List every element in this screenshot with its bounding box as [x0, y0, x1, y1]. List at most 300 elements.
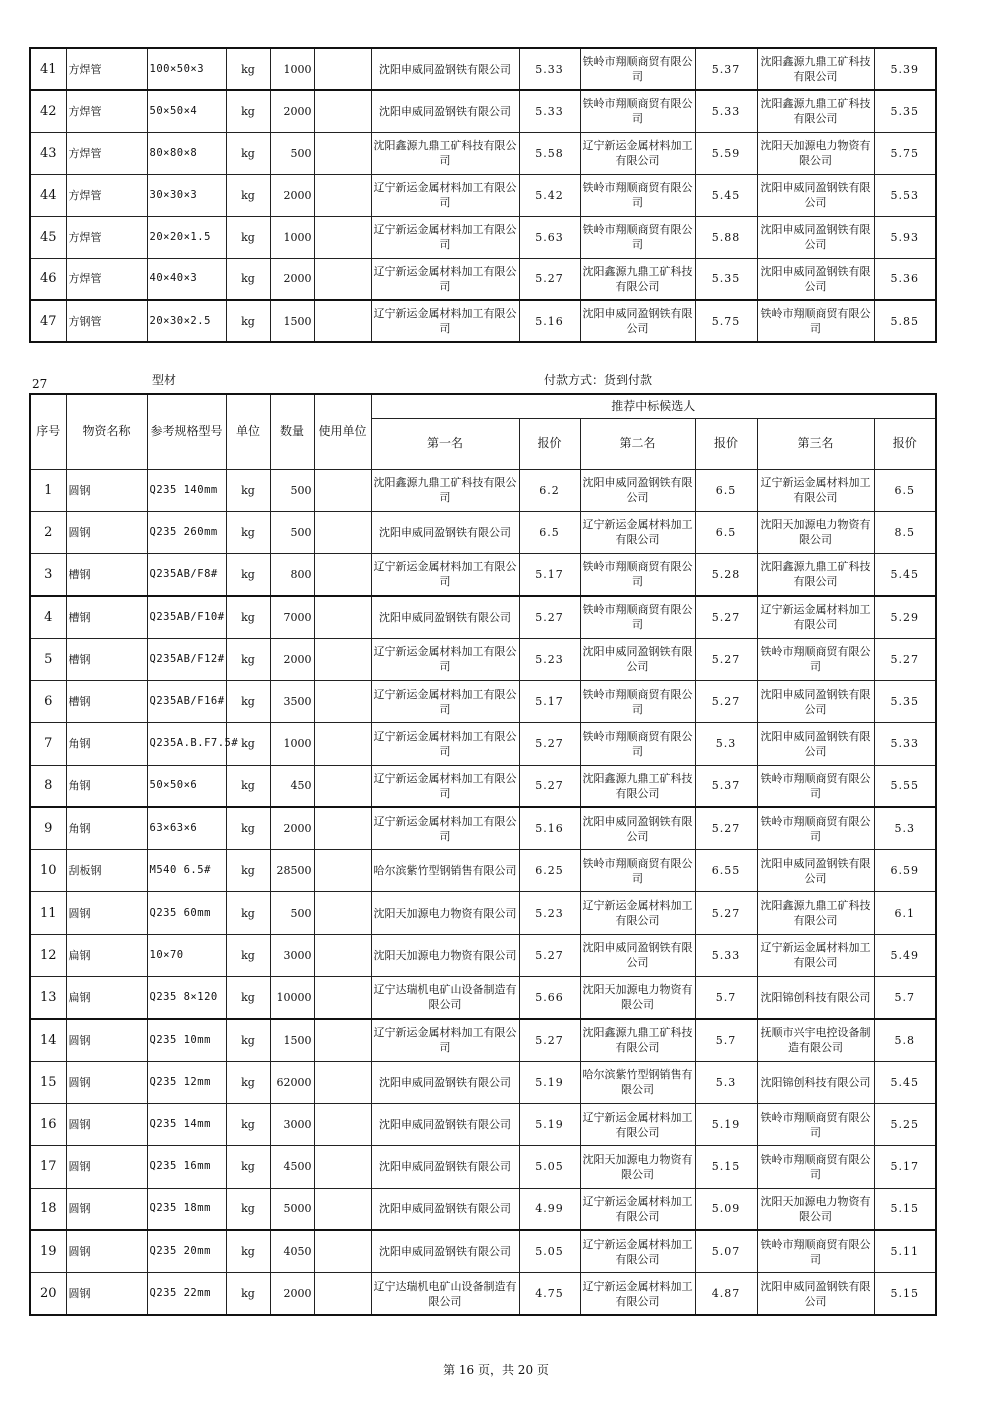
table-row — [30, 1188, 936, 1230]
first-price: 5.42 — [519, 174, 580, 216]
second-candidate: 辽宁新运金属材料加工有限公司 — [580, 1230, 695, 1272]
second-candidate: 沈阳申威同盈钢铁有限公司 — [580, 469, 695, 511]
row-name: 圆钢 — [66, 1273, 147, 1315]
row-seq: 4 — [30, 596, 66, 638]
row-unit: kg — [226, 765, 270, 807]
row-name: 扁钢 — [66, 934, 147, 976]
second-candidate: 铁岭市翔顺商贸有限公司 — [580, 554, 695, 596]
third-candidate: 铁岭市翔顺商贸有限公司 — [757, 638, 874, 680]
third-price: 5.45 — [874, 554, 936, 596]
row-use — [314, 723, 371, 765]
row-spec: Q235 8×120 — [147, 977, 226, 1019]
row-use — [314, 554, 371, 596]
second-candidate: 铁岭市翔顺商贸有限公司 — [580, 216, 695, 258]
second-price: 5.88 — [695, 216, 757, 258]
table-row — [30, 1146, 936, 1188]
row-qty: 3500 — [270, 680, 314, 722]
row-name: 槽钢 — [66, 596, 147, 638]
row-qty: 10000 — [270, 977, 314, 1019]
third-price: 5.49 — [874, 934, 936, 976]
first-price: 5.17 — [519, 554, 580, 596]
table-row — [30, 511, 936, 553]
third-candidate: 铁岭市翔顺商贸有限公司 — [757, 300, 874, 342]
third-candidate: 沈阳申威同盈钢铁有限公司 — [757, 723, 874, 765]
third-candidate: 辽宁新运金属材料加工有限公司 — [757, 934, 874, 976]
second-price: 6.55 — [695, 850, 757, 892]
row-name: 槽钢 — [66, 554, 147, 596]
row-unit: kg — [226, 300, 270, 342]
first-candidate: 沈阳申威同盈钢铁有限公司 — [371, 1103, 519, 1145]
first-candidate: 辽宁新运金属材料加工有限公司 — [371, 1019, 519, 1061]
first-price: 5.27 — [519, 934, 580, 976]
second-price: 5.33 — [695, 90, 757, 132]
second-candidate: 沈阳鑫源九鼎工矿科技有限公司 — [580, 258, 695, 300]
third-candidate: 铁岭市翔顺商贸有限公司 — [757, 807, 874, 849]
header-third: 第三名 — [757, 418, 874, 469]
row-unit: kg — [226, 1273, 270, 1315]
row-qty: 2000 — [270, 807, 314, 849]
row-qty: 1500 — [270, 1019, 314, 1061]
first-candidate: 沈阳申威同盈钢铁有限公司 — [371, 1146, 519, 1188]
row-qty: 500 — [270, 469, 314, 511]
row-qty: 5000 — [270, 1188, 314, 1230]
second-candidate: 沈阳申威同盈钢铁有限公司 — [580, 934, 695, 976]
third-candidate: 沈阳天加源电力物资有限公司 — [757, 511, 874, 553]
second-price: 5.27 — [695, 638, 757, 680]
row-spec: Q235AB/F12# — [147, 638, 226, 680]
header-recommend: 推荐中标候选人 — [371, 394, 936, 418]
row-use — [314, 174, 371, 216]
row-unit: kg — [226, 1230, 270, 1272]
row-qty: 3000 — [270, 1103, 314, 1145]
table-row — [30, 1230, 936, 1272]
section-number: 27 — [32, 377, 48, 391]
third-candidate: 铁岭市翔顺商贸有限公司 — [757, 1103, 874, 1145]
first-candidate: 沈阳申威同盈钢铁有限公司 — [371, 48, 519, 90]
row-spec: 50×50×6 — [147, 765, 226, 807]
third-candidate: 辽宁新运金属材料加工有限公司 — [757, 469, 874, 511]
row-qty: 2000 — [270, 1273, 314, 1315]
row-seq: 16 — [30, 1103, 66, 1145]
first-price: 5.17 — [519, 680, 580, 722]
row-seq: 44 — [30, 174, 66, 216]
second-candidate: 辽宁新运金属材料加工有限公司 — [580, 132, 695, 174]
header-price-2: 报价 — [695, 418, 757, 469]
second-price: 6.5 — [695, 469, 757, 511]
row-qty: 450 — [270, 765, 314, 807]
row-unit: kg — [226, 723, 270, 765]
table-row — [30, 1103, 936, 1145]
row-use — [314, 765, 371, 807]
row-name: 方焊管 — [66, 48, 147, 90]
first-candidate: 沈阳鑫源九鼎工矿科技有限公司 — [371, 469, 519, 511]
row-unit: kg — [226, 469, 270, 511]
row-name: 角钢 — [66, 807, 147, 849]
third-candidate: 沈阳申威同盈钢铁有限公司 — [757, 216, 874, 258]
second-candidate: 沈阳鑫源九鼎工矿科技有限公司 — [580, 1019, 695, 1061]
third-candidate: 沈阳申威同盈钢铁有限公司 — [757, 258, 874, 300]
row-qty: 2000 — [270, 638, 314, 680]
third-price: 6.5 — [874, 469, 936, 511]
row-spec: Q235 20mm — [147, 1230, 226, 1272]
second-price: 4.87 — [695, 1273, 757, 1315]
row-unit: kg — [226, 1188, 270, 1230]
row-qty: 500 — [270, 132, 314, 174]
first-price: 5.05 — [519, 1146, 580, 1188]
third-candidate: 沈阳锦创科技有限公司 — [757, 977, 874, 1019]
first-candidate: 沈阳天加源电力物资有限公司 — [371, 892, 519, 934]
table-row — [30, 680, 936, 722]
header-price-3: 报价 — [874, 418, 936, 469]
third-price: 5.93 — [874, 216, 936, 258]
row-name: 刮板钢 — [66, 850, 147, 892]
payment-method: 付款方式：货到付款 — [544, 373, 653, 387]
row-qty: 28500 — [270, 850, 314, 892]
second-price: 5.75 — [695, 300, 757, 342]
first-price: 6.5 — [519, 511, 580, 553]
third-price: 5.15 — [874, 1273, 936, 1315]
third-price: 5.15 — [874, 1188, 936, 1230]
first-candidate: 辽宁新运金属材料加工有限公司 — [371, 723, 519, 765]
third-candidate: 沈阳天加源电力物资有限公司 — [757, 132, 874, 174]
row-seq: 8 — [30, 765, 66, 807]
profile-steel-table — [29, 393, 937, 1316]
third-price: 5.17 — [874, 1146, 936, 1188]
row-use — [314, 300, 371, 342]
row-unit: kg — [226, 48, 270, 90]
third-price: 5.39 — [874, 48, 936, 90]
second-price: 5.27 — [695, 596, 757, 638]
third-candidate: 辽宁新运金属材料加工有限公司 — [757, 596, 874, 638]
row-seq: 10 — [30, 850, 66, 892]
third-price: 5.35 — [874, 680, 936, 722]
row-unit: kg — [226, 934, 270, 976]
row-spec: Q235AB/F16# — [147, 680, 226, 722]
first-candidate: 沈阳申威同盈钢铁有限公司 — [371, 596, 519, 638]
table-row — [30, 48, 936, 90]
row-unit: kg — [226, 638, 270, 680]
first-price: 5.23 — [519, 638, 580, 680]
third-candidate: 沈阳申威同盈钢铁有限公司 — [757, 680, 874, 722]
second-candidate: 沈阳鑫源九鼎工矿科技有限公司 — [580, 765, 695, 807]
row-unit: kg — [226, 216, 270, 258]
row-spec: 20×20×1.5 — [147, 216, 226, 258]
first-candidate: 辽宁新运金属材料加工有限公司 — [371, 765, 519, 807]
row-use — [314, 1188, 371, 1230]
row-seq: 18 — [30, 1188, 66, 1230]
first-price: 5.19 — [519, 1103, 580, 1145]
second-price: 5.07 — [695, 1230, 757, 1272]
header-name: 物资名称 — [66, 394, 147, 469]
row-spec: Q235 18mm — [147, 1188, 226, 1230]
row-qty: 1500 — [270, 300, 314, 342]
third-price: 5.45 — [874, 1061, 936, 1103]
row-use — [314, 90, 371, 132]
row-seq: 7 — [30, 723, 66, 765]
third-price: 5.85 — [874, 300, 936, 342]
row-unit: kg — [226, 807, 270, 849]
second-candidate: 铁岭市翔顺商贸有限公司 — [580, 596, 695, 638]
second-candidate: 沈阳申威同盈钢铁有限公司 — [580, 807, 695, 849]
row-use — [314, 596, 371, 638]
second-candidate: 铁岭市翔顺商贸有限公司 — [580, 850, 695, 892]
header-second: 第二名 — [580, 418, 695, 469]
row-name: 圆钢 — [66, 1188, 147, 1230]
header-unit: 单位 — [226, 394, 270, 469]
row-name: 圆钢 — [66, 511, 147, 553]
second-candidate: 沈阳申威同盈钢铁有限公司 — [580, 300, 695, 342]
first-candidate: 沈阳天加源电力物资有限公司 — [371, 934, 519, 976]
row-seq: 11 — [30, 892, 66, 934]
first-candidate: 辽宁新运金属材料加工有限公司 — [371, 300, 519, 342]
row-name: 方焊管 — [66, 132, 147, 174]
first-candidate: 沈阳鑫源九鼎工矿科技有限公司 — [371, 132, 519, 174]
row-spec: Q235 12mm — [147, 1061, 226, 1103]
row-spec: 30×30×3 — [147, 174, 226, 216]
row-seq: 3 — [30, 554, 66, 596]
row-use — [314, 469, 371, 511]
first-candidate: 哈尔滨紫竹型钢销售有限公司 — [371, 850, 519, 892]
row-unit: kg — [226, 554, 270, 596]
first-candidate: 沈阳申威同盈钢铁有限公司 — [371, 90, 519, 132]
third-candidate: 沈阳申威同盈钢铁有限公司 — [757, 1273, 874, 1315]
third-price: 5.33 — [874, 723, 936, 765]
third-price: 8.5 — [874, 511, 936, 553]
second-price: 5.3 — [695, 1061, 757, 1103]
category-label: 型材 — [152, 373, 177, 387]
row-qty: 62000 — [270, 1061, 314, 1103]
row-use — [314, 1273, 371, 1315]
second-candidate: 铁岭市翔顺商贸有限公司 — [580, 723, 695, 765]
second-price: 5.37 — [695, 765, 757, 807]
row-spec: 100×50×3 — [147, 48, 226, 90]
third-candidate: 沈阳鑫源九鼎工矿科技有限公司 — [757, 48, 874, 90]
table-row — [30, 596, 936, 638]
row-use — [314, 216, 371, 258]
header-price-1: 报价 — [519, 418, 580, 469]
first-candidate: 沈阳申威同盈钢铁有限公司 — [371, 1188, 519, 1230]
first-candidate: 沈阳申威同盈钢铁有限公司 — [371, 1230, 519, 1272]
row-use — [314, 850, 371, 892]
row-seq: 15 — [30, 1061, 66, 1103]
first-price: 4.99 — [519, 1188, 580, 1230]
third-price: 5.25 — [874, 1103, 936, 1145]
second-price: 5.19 — [695, 1103, 757, 1145]
row-unit: kg — [226, 680, 270, 722]
third-price: 5.7 — [874, 977, 936, 1019]
third-price: 5.75 — [874, 132, 936, 174]
row-unit: kg — [226, 511, 270, 553]
third-price: 5.35 — [874, 90, 936, 132]
row-seq: 1 — [30, 469, 66, 511]
third-price: 5.36 — [874, 258, 936, 300]
second-price: 5.7 — [695, 1019, 757, 1061]
row-seq: 20 — [30, 1273, 66, 1315]
second-candidate: 辽宁新运金属材料加工有限公司 — [580, 1188, 695, 1230]
row-seq: 19 — [30, 1230, 66, 1272]
previous-items-table — [29, 47, 937, 343]
first-price: 5.05 — [519, 1230, 580, 1272]
third-price: 5.29 — [874, 596, 936, 638]
first-price: 4.75 — [519, 1273, 580, 1315]
row-name: 槽钢 — [66, 680, 147, 722]
second-price: 5.09 — [695, 1188, 757, 1230]
first-price: 5.16 — [519, 300, 580, 342]
row-qty: 800 — [270, 554, 314, 596]
table-row — [30, 1273, 936, 1315]
row-name: 方焊管 — [66, 258, 147, 300]
second-price: 5.45 — [695, 174, 757, 216]
table-row — [30, 469, 936, 511]
row-name: 圆钢 — [66, 1103, 147, 1145]
third-candidate: 铁岭市翔顺商贸有限公司 — [757, 1230, 874, 1272]
table-row — [30, 850, 936, 892]
table-row — [30, 892, 936, 934]
second-price: 5.33 — [695, 934, 757, 976]
row-qty: 1000 — [270, 48, 314, 90]
first-price: 5.27 — [519, 765, 580, 807]
row-spec: 10×70 — [147, 934, 226, 976]
third-candidate: 铁岭市翔顺商贸有限公司 — [757, 1146, 874, 1188]
row-seq: 41 — [30, 48, 66, 90]
first-candidate: 辽宁新运金属材料加工有限公司 — [371, 554, 519, 596]
row-qty: 500 — [270, 511, 314, 553]
row-spec: 80×80×8 — [147, 132, 226, 174]
second-candidate: 铁岭市翔顺商贸有限公司 — [580, 680, 695, 722]
third-candidate: 沈阳天加源电力物资有限公司 — [757, 1188, 874, 1230]
row-qty: 4500 — [270, 1146, 314, 1188]
table-row — [30, 216, 936, 258]
row-seq: 47 — [30, 300, 66, 342]
second-candidate: 铁岭市翔顺商贸有限公司 — [580, 174, 695, 216]
row-use — [314, 680, 371, 722]
row-use — [314, 258, 371, 300]
first-price: 5.16 — [519, 807, 580, 849]
first-price: 5.63 — [519, 216, 580, 258]
table-row — [30, 90, 936, 132]
row-name: 圆钢 — [66, 1019, 147, 1061]
table-row — [30, 258, 936, 300]
row-name: 方焊管 — [66, 216, 147, 258]
table-row — [30, 807, 936, 849]
first-price: 5.27 — [519, 723, 580, 765]
row-seq: 42 — [30, 90, 66, 132]
row-use — [314, 934, 371, 976]
second-candidate: 铁岭市翔顺商贸有限公司 — [580, 48, 695, 90]
table-row — [30, 1019, 936, 1061]
row-unit: kg — [226, 850, 270, 892]
row-unit: kg — [226, 1146, 270, 1188]
header-first: 第一名 — [371, 418, 519, 469]
row-spec: Q235 14mm — [147, 1103, 226, 1145]
second-price: 5.59 — [695, 132, 757, 174]
row-spec: Q235A.B.F7.5# — [147, 723, 226, 765]
row-name: 圆钢 — [66, 1061, 147, 1103]
third-candidate: 抚顺市兴宇电控设备制造有限公司 — [757, 1019, 874, 1061]
second-candidate: 沈阳申威同盈钢铁有限公司 — [580, 638, 695, 680]
second-candidate: 哈尔滨紫竹型钢销售有限公司 — [580, 1061, 695, 1103]
row-name: 圆钢 — [66, 1230, 147, 1272]
second-candidate: 铁岭市翔顺商贸有限公司 — [580, 90, 695, 132]
row-unit: kg — [226, 174, 270, 216]
row-name: 圆钢 — [66, 1146, 147, 1188]
row-seq: 2 — [30, 511, 66, 553]
table-row — [30, 1061, 936, 1103]
row-spec: Q235 260mm — [147, 511, 226, 553]
row-name: 圆钢 — [66, 892, 147, 934]
row-qty: 1000 — [270, 216, 314, 258]
first-price: 5.23 — [519, 892, 580, 934]
row-name: 方焊管 — [66, 90, 147, 132]
first-price: 5.33 — [519, 90, 580, 132]
row-use — [314, 48, 371, 90]
row-unit: kg — [226, 892, 270, 934]
row-name: 角钢 — [66, 765, 147, 807]
row-seq: 43 — [30, 132, 66, 174]
second-price: 5.3 — [695, 723, 757, 765]
first-candidate: 辽宁达瑞机电矿山设备制造有限公司 — [371, 1273, 519, 1315]
third-price: 5.11 — [874, 1230, 936, 1272]
first-candidate: 辽宁新运金属材料加工有限公司 — [371, 638, 519, 680]
row-qty: 1000 — [270, 723, 314, 765]
second-price: 5.27 — [695, 680, 757, 722]
row-seq: 17 — [30, 1146, 66, 1188]
third-candidate: 沈阳鑫源九鼎工矿科技有限公司 — [757, 892, 874, 934]
header-spec: 参考规格型号 — [147, 394, 226, 469]
second-candidate: 辽宁新运金属材料加工有限公司 — [580, 892, 695, 934]
first-candidate: 辽宁新运金属材料加工有限公司 — [371, 258, 519, 300]
table-row — [30, 638, 936, 680]
header-qty: 数量 — [270, 394, 314, 469]
row-unit: kg — [226, 596, 270, 638]
row-qty: 2000 — [270, 90, 314, 132]
third-price: 6.59 — [874, 850, 936, 892]
first-candidate: 辽宁新运金属材料加工有限公司 — [371, 174, 519, 216]
first-candidate: 沈阳申威同盈钢铁有限公司 — [371, 511, 519, 553]
row-qty: 2000 — [270, 174, 314, 216]
row-seq: 13 — [30, 977, 66, 1019]
row-unit: kg — [226, 1019, 270, 1061]
row-use — [314, 132, 371, 174]
row-qty: 2000 — [270, 258, 314, 300]
first-candidate: 辽宁新运金属材料加工有限公司 — [371, 216, 519, 258]
row-unit: kg — [226, 1061, 270, 1103]
second-price: 5.28 — [695, 554, 757, 596]
third-price: 5.8 — [874, 1019, 936, 1061]
table-row — [30, 300, 936, 342]
row-unit: kg — [226, 1103, 270, 1145]
first-price: 5.33 — [519, 48, 580, 90]
third-candidate: 沈阳申威同盈钢铁有限公司 — [757, 174, 874, 216]
third-candidate: 沈阳锦创科技有限公司 — [757, 1061, 874, 1103]
row-unit: kg — [226, 90, 270, 132]
row-qty: 3000 — [270, 934, 314, 976]
header-seq: 序号 — [30, 394, 66, 469]
row-seq: 14 — [30, 1019, 66, 1061]
row-unit: kg — [226, 258, 270, 300]
third-candidate: 沈阳鑫源九鼎工矿科技有限公司 — [757, 554, 874, 596]
row-use — [314, 1230, 371, 1272]
row-qty: 500 — [270, 892, 314, 934]
row-use — [314, 807, 371, 849]
first-price: 6.2 — [519, 469, 580, 511]
table-row — [30, 132, 936, 174]
table-row — [30, 934, 936, 976]
row-use — [314, 1061, 371, 1103]
row-seq: 6 — [30, 680, 66, 722]
second-price: 5.35 — [695, 258, 757, 300]
header-use: 使用单位 — [314, 394, 371, 469]
